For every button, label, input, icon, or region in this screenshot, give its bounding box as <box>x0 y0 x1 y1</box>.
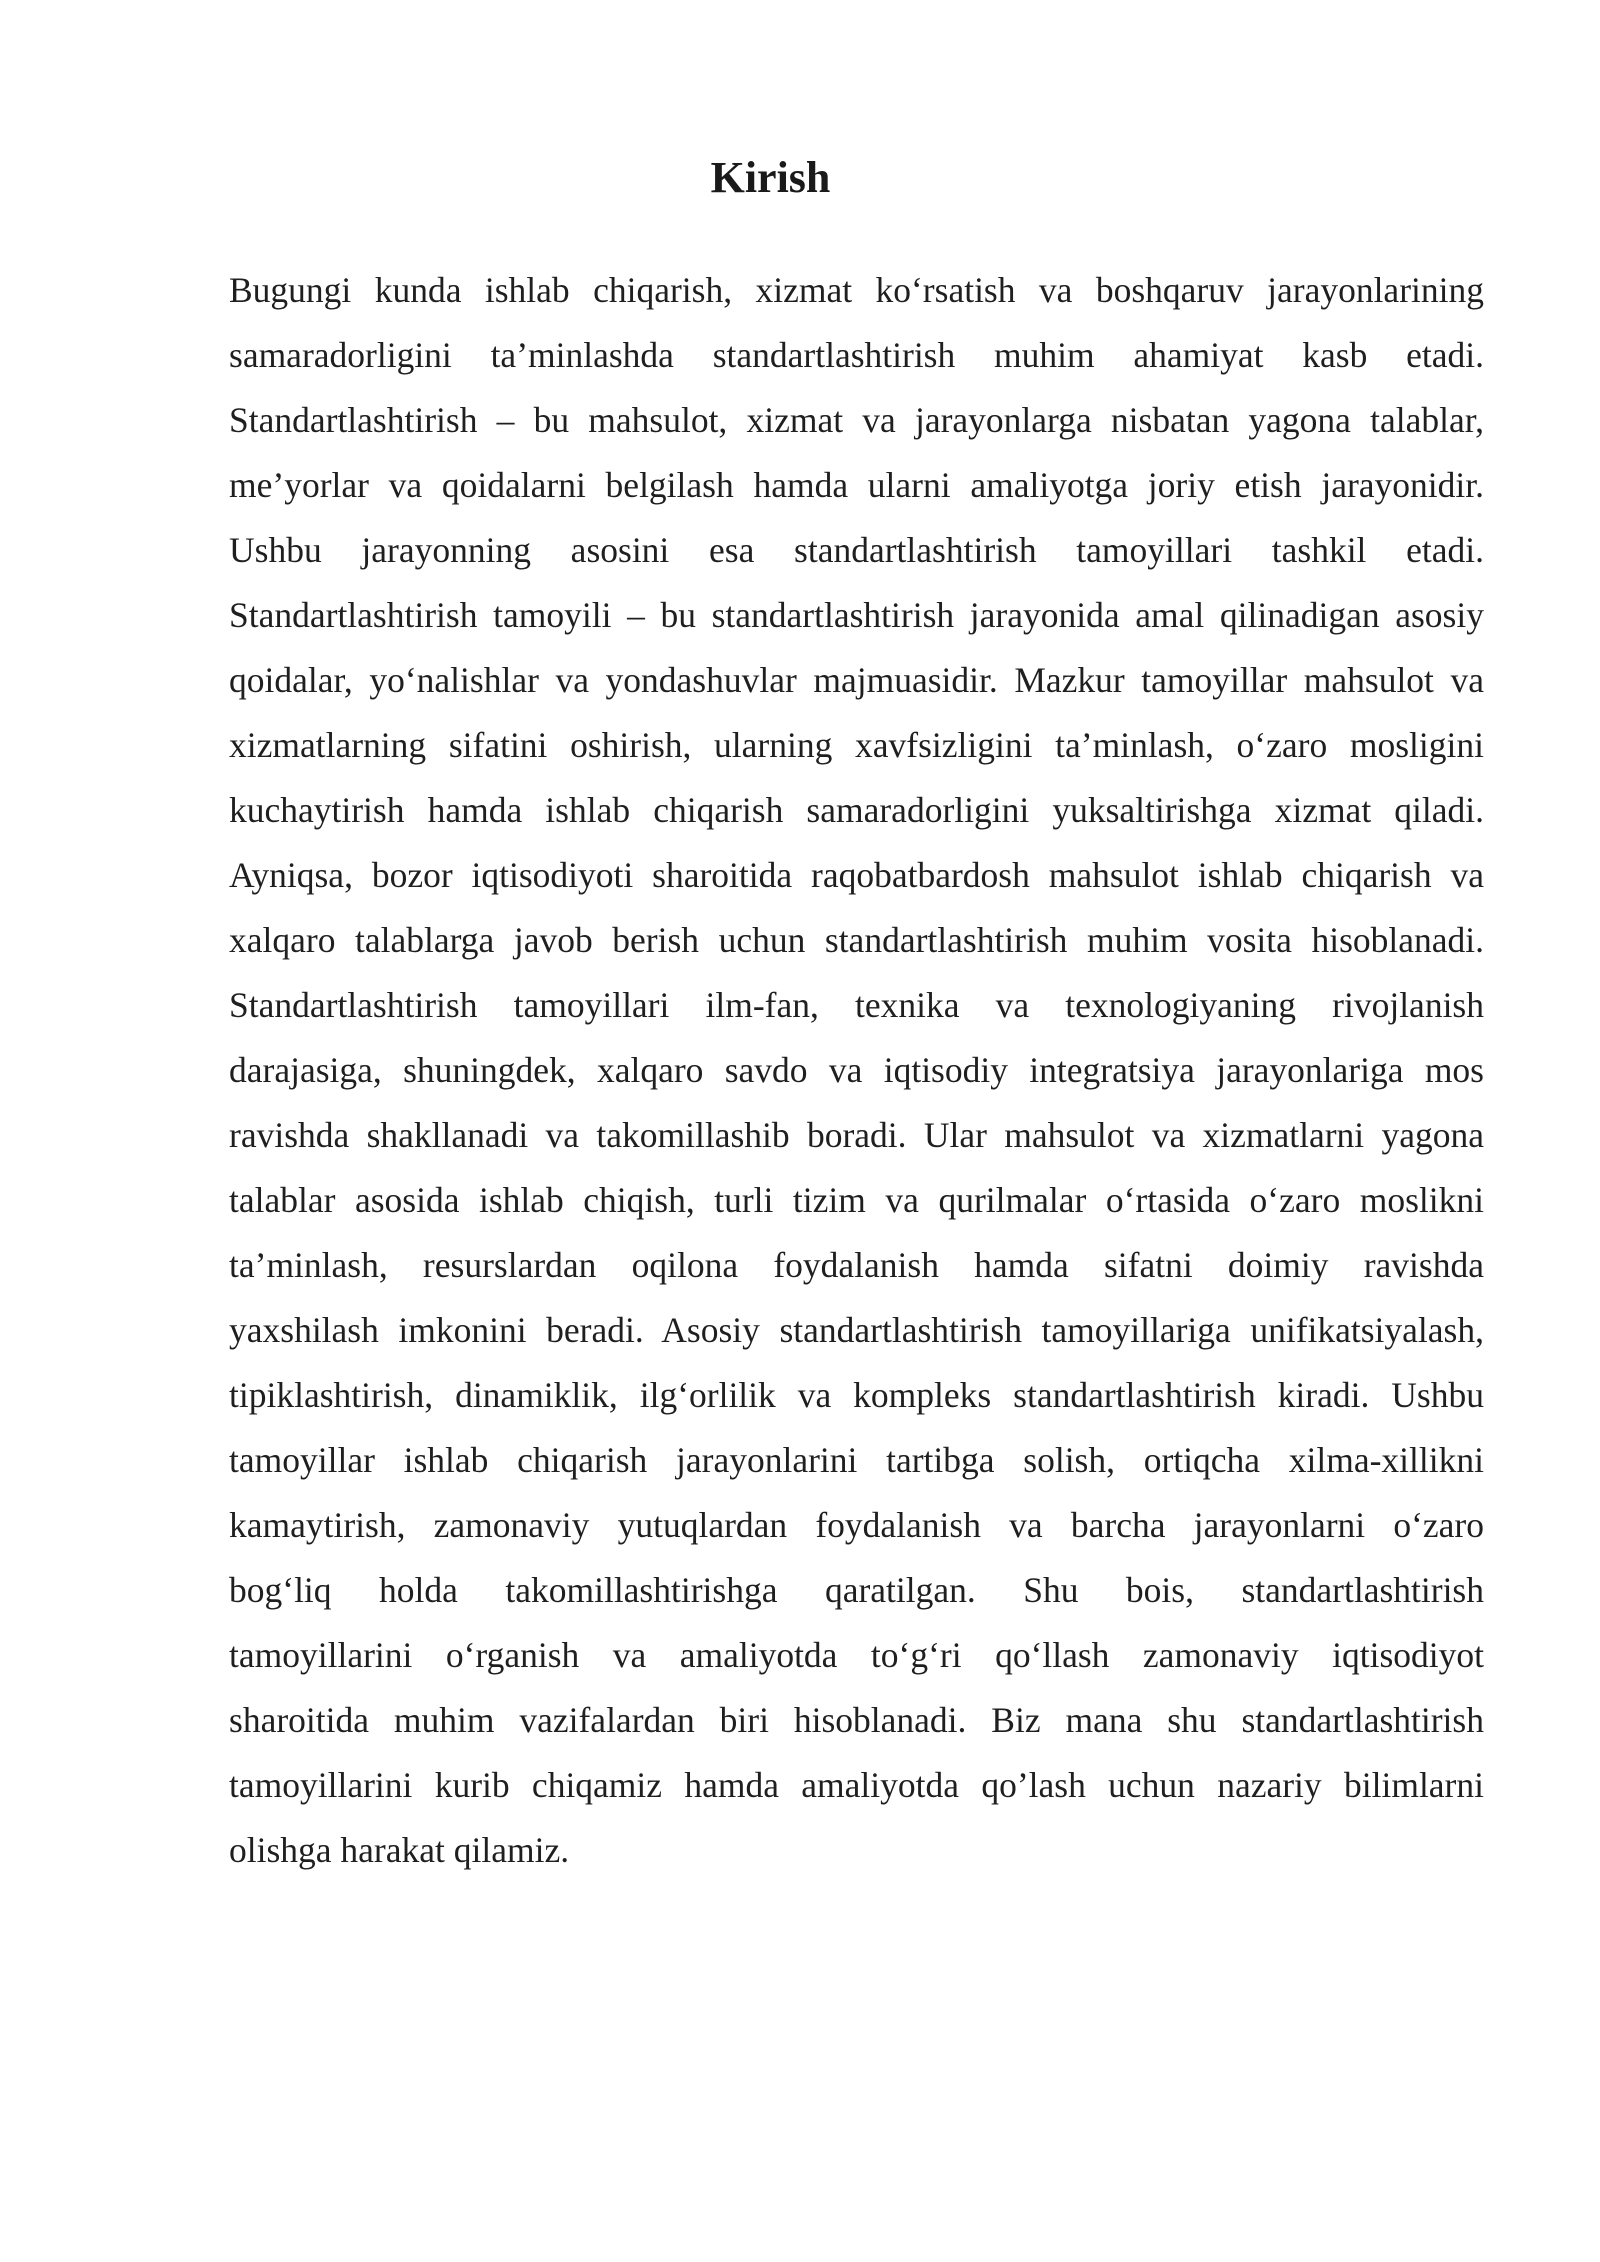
paragraph-line: kuchaytirish hamda ishlab chiqarish samaradorligini yuksaltirishga xizmat qiladi. <box>229 790 1484 830</box>
paragraph-line: yaxshilash imkonini beradi. Asosiy standartlashtirish tamoyillariga unifikatsiyalash, <box>229 1310 1484 1350</box>
paragraph-line: tipiklashtirish, dinamiklik, ilg‘orlilik va kompleks standartlashtirish kiradi. Ushbu <box>229 1375 1484 1415</box>
paragraph-line: ravishda shakllanadi va takomillashib boradi. Ular mahsulot va xizmatlarni yagona <box>229 1115 1484 1155</box>
paragraph-line: Ayniqsa, bozor iqtisodiyoti sharoitida raqobatbardosh mahsulot ishlab chiqarish va <box>229 855 1484 895</box>
paragraph-line: me’yorlar va qoidalarni belgilash hamda ularni amaliyotga joriy etish jarayonidir. <box>229 465 1484 505</box>
paragraph-line: tamoyillarini o‘rganish va amaliyotda to‘g‘ri qo‘llash zamonaviy iqtisodiyot <box>229 1635 1484 1675</box>
paragraph-line: talablar asosida ishlab chiqish, turli tizim va qurilmalar o‘rtasida o‘zaro moslikni <box>229 1180 1484 1220</box>
paragraph-line: Ushbu jarayonning asosini esa standartlashtirish tamoyillari tashkil etadi. <box>229 530 1484 570</box>
paragraph-line: ta’minlash, resurslardan oqilona foydalanish hamda sifatni doimiy ravishda <box>229 1245 1484 1285</box>
paragraph-line: kamaytirish, zamonaviy yutuqlardan foydalanish va barcha jarayonlarni o‘zaro <box>229 1505 1484 1545</box>
paragraph-line: samaradorligini ta’minlashda standartlashtirish muhim ahamiyat kasb etadi. <box>229 335 1484 375</box>
paragraph-line: Standartlashtirish – bu mahsulot, xizmat va jarayonlarga nisbatan yagona talablar, <box>229 400 1484 440</box>
paragraph-line: xizmatlarning sifatini oshirish, ularning xavfsizligini ta’minlash, o‘zaro mosligini <box>229 725 1484 765</box>
paragraph-line: qoidalar, yo‘nalishlar va yondashuvlar majmuasidir. Mazkur tamoyillar mahsulot va <box>229 660 1484 700</box>
paragraph-line: Standartlashtirish tamoyili – bu standartlashtirish jarayonida amal qilinadigan asosiy <box>229 595 1484 635</box>
paragraph-line: Standartlashtirish tamoyillari ilm-fan, texnika va texnologiyaning rivojlanish <box>229 985 1484 1025</box>
paragraph-line: xalqaro talablarga javob berish uchun standartlashtirish muhim vosita hisoblanadi. <box>229 920 1484 960</box>
paragraph-line: darajasiga, shuningdek, xalqaro savdo va iqtisodiy integratsiya jarayonlariga mos <box>229 1050 1484 1090</box>
paragraph-line: Bugungi kunda ishlab chiqarish, xizmat ko‘rsatish va boshqaruv jarayonlarining <box>229 270 1484 310</box>
body-paragraph <box>229 258 1484 1883</box>
page-title: Kirish <box>710 153 831 202</box>
paragraph-line: olishga harakat qilamiz. <box>229 1830 570 1870</box>
paragraph-line: sharoitida muhim vazifalardan biri hisoblanadi. Biz mana shu standartlashtirish <box>229 1700 1484 1740</box>
paragraph-line: tamoyillar ishlab chiqarish jarayonlarini tartibga solish, ortiqcha xilma-xillikni <box>229 1440 1484 1480</box>
paragraph-line: tamoyillarini kurib chiqamiz hamda amaliyotda qo’lash uchun nazariy bilimlarni <box>229 1765 1484 1805</box>
paragraph-line: bog‘liq holda takomillashtirishga qaratilgan. Shu bois, standartlashtirish <box>229 1570 1484 1610</box>
